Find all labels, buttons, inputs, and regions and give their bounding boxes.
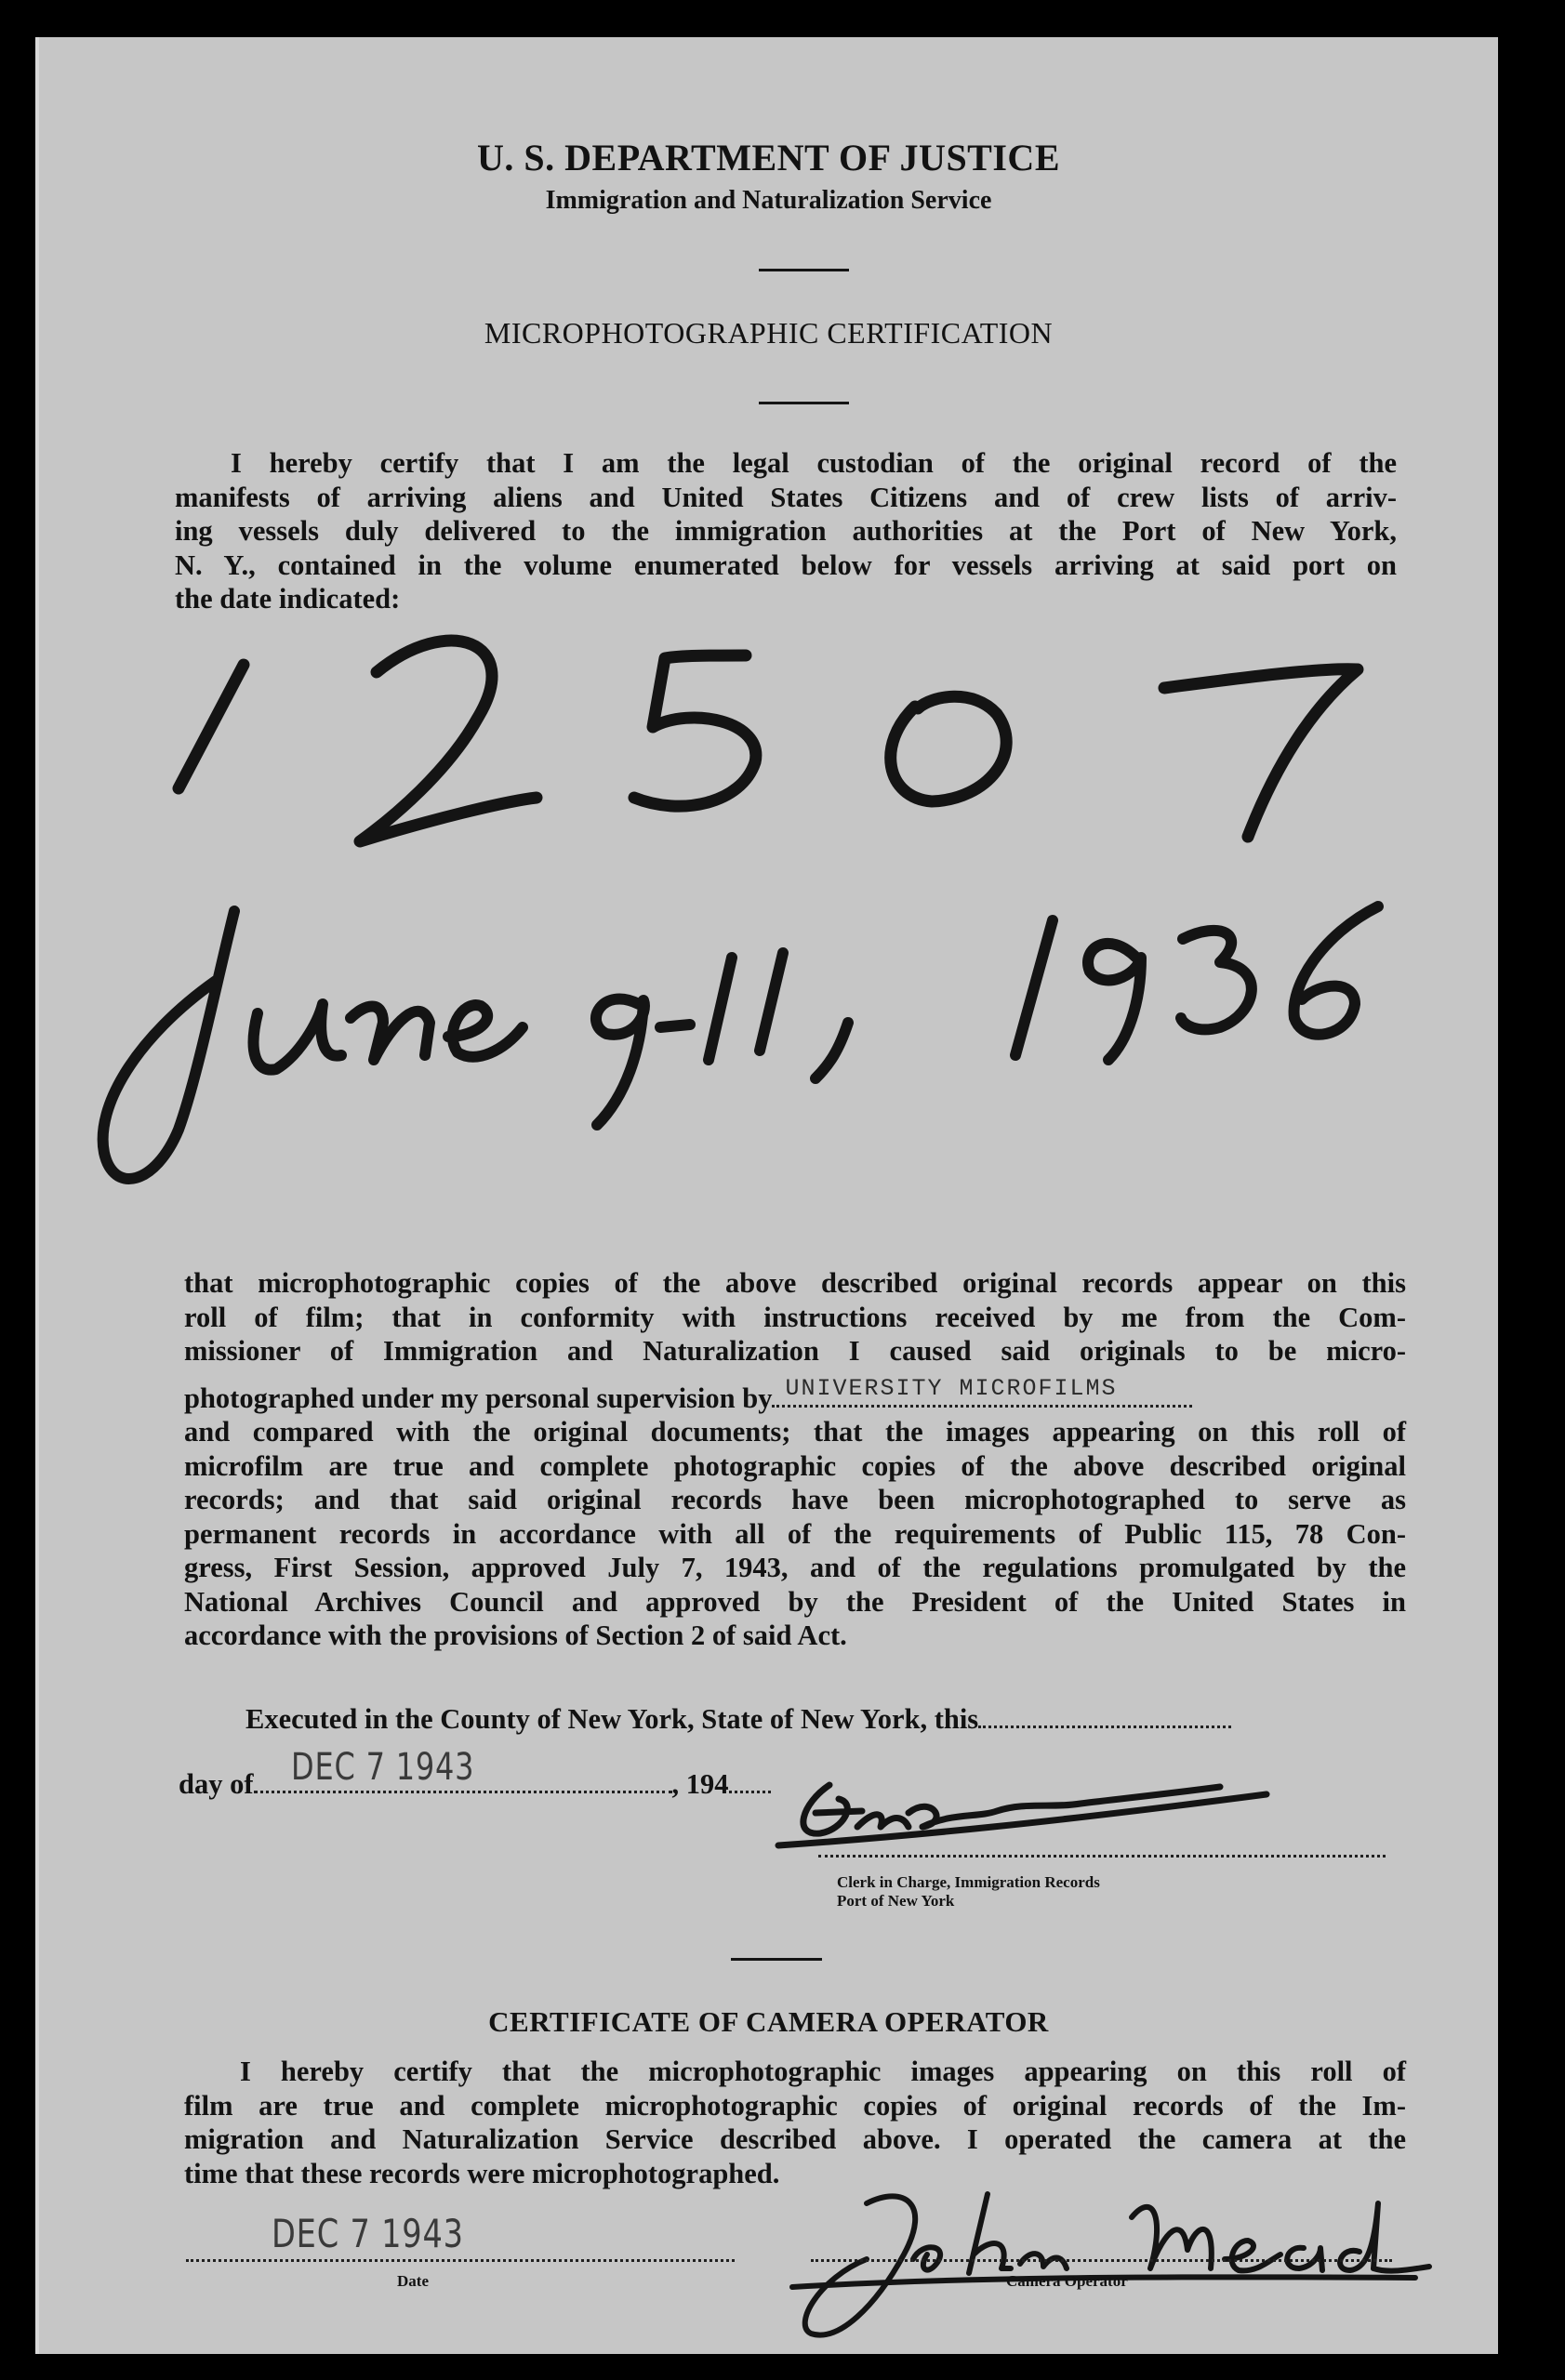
body-line: gress, First Session, approved July 7, 1943, and of the regulations promulgated by the	[184, 1552, 1406, 1583]
body-line: permanent records in accordance with all of the requirements of Public 115, 78 Con-	[184, 1517, 1406, 1550]
operator-date-stamp: DEC 7 1943	[272, 2211, 464, 2256]
handwritten-dates	[103, 906, 1378, 1179]
body-line: National Archives Council and approved by the President of the United States in	[184, 1585, 1406, 1618]
body-line: and compared with the original documents; that the images appearing on this roll of	[184, 1416, 1406, 1448]
body-line: roll of film; that in conformity with instructions received by me from the Com-	[184, 1301, 1406, 1333]
intro-line: I hereby certify that I am the legal custodian of the original record of the	[231, 447, 1397, 479]
clerk-title	[837, 1873, 1100, 1911]
day-field	[978, 1726, 1231, 1728]
intro-line: ing vessels duly delivered to the immigration authorities at the Port of New York,	[175, 515, 1397, 547]
camera-operator-title: CERTIFICATE OF CAMERA OPERATOR	[488, 2005, 1049, 2038]
department-heading: U. S. DEPARTMENT OF JUSTICE	[477, 137, 1060, 178]
operator-line: film are true and complete microphotographic copies of original records of the Im-	[184, 2089, 1406, 2122]
operator-line: I hereby certify that the microphotographic images appearing on this roll of	[240, 2056, 1406, 2087]
supervisor-field	[772, 1375, 1192, 1408]
body-line: that microphotographic copies of the above described original records appear on this	[184, 1267, 1406, 1299]
intro-line: the date indicated:	[175, 583, 401, 615]
operator-line: migration and Naturalization Service described above. I operated the camera at the	[184, 2123, 1406, 2155]
intro-line: N. Y., contained in the volume enumerated below for vessels arriving at said port on	[175, 549, 1397, 581]
clerk-signature-line	[818, 1855, 1386, 1858]
certificate-page	[35, 37, 1498, 2354]
service-subheading: Immigration and Naturalization Service	[545, 186, 992, 215]
divider	[731, 1958, 822, 1961]
clerk-title-line: Port of New York	[837, 1892, 955, 1910]
body-line: microfilm are true and complete photographic copies of the above described original	[184, 1449, 1406, 1482]
body-line: accordance with the provisions of Section 2 of said Act.	[184, 1620, 847, 1651]
day-of-label: day of	[179, 1768, 254, 1800]
body-line: records; and that said original records have been microphotographed to serve as	[184, 1484, 1406, 1515]
supervision-prefix: photographed under my personal supervision by	[184, 1382, 773, 1414]
body-line: missioner of Immigration and Naturalization I caused said originals to be micro-	[184, 1335, 1406, 1367]
year-prefix: 194	[685, 1768, 729, 1800]
date-line	[186, 2259, 735, 2262]
date-stamp: DEC 7 1943	[290, 1746, 474, 1789]
supervisor-name: UNIVERSITY MICROFILMS	[785, 1375, 1118, 1402]
intro-line: manifests of arriving aliens and United States Citizens and of crew lists of arriv-	[175, 481, 1397, 513]
supervision-line	[184, 1375, 1406, 1416]
day-of-line: day of DEC 7 1943 , 194	[179, 1768, 771, 1801]
operator-line: time that these records were microphotographed.	[184, 2157, 780, 2189]
year-field	[729, 1791, 771, 1793]
handwritten-volume-number	[179, 641, 1358, 841]
body-paragraph	[184, 1266, 1406, 1653]
clerk-signature	[774, 1757, 1294, 1859]
date-label: Date	[397, 2272, 429, 2290]
executed-line	[245, 1703, 1231, 1736]
operator-signature-line	[811, 2259, 1392, 2262]
clerk-title-line: Clerk in Charge, Immigration Records	[837, 1873, 1100, 1891]
executed-text: Executed in the County of New York, State of New York, this	[245, 1703, 979, 1735]
operator-label: Camera Operator	[1006, 2272, 1128, 2290]
certification-title: MICROPHOTOGRAPHIC CERTIFICATION	[484, 316, 1054, 350]
